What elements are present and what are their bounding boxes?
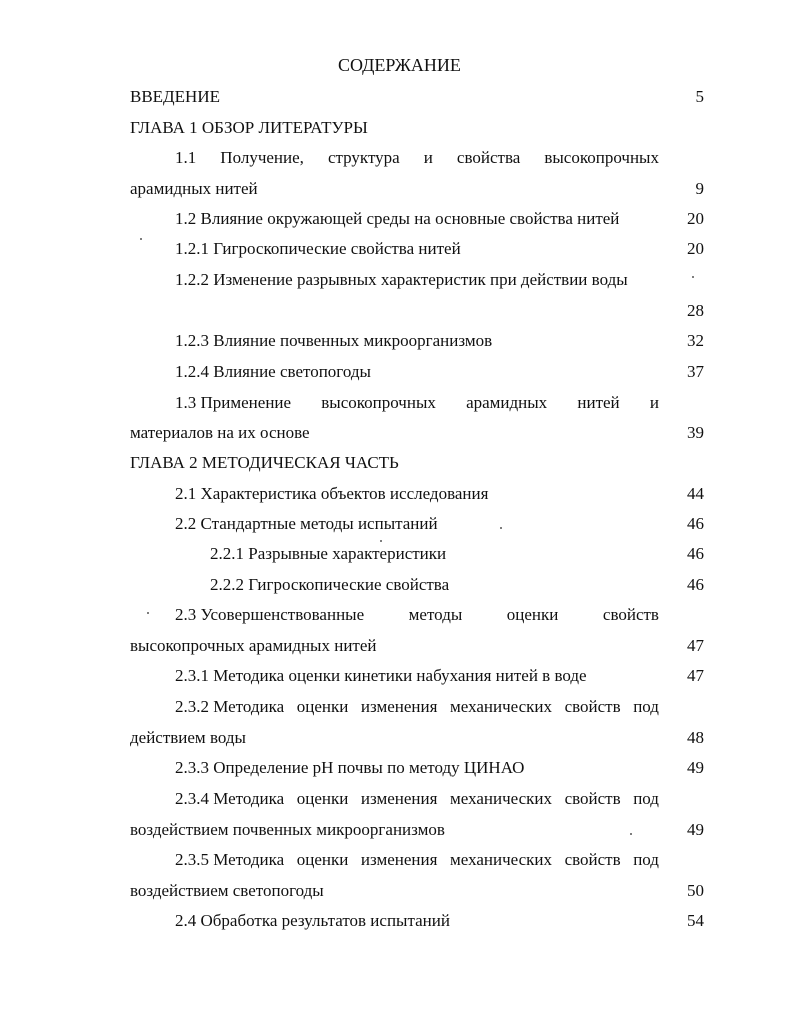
toc-entry-text: [175, 145, 659, 171]
scan-speck: [692, 276, 694, 278]
toc-word: 2.3.5 Методика: [175, 850, 285, 869]
toc-entry-text: 2.2.1 Разрывные характеристики: [210, 544, 447, 563]
toc-page-number: 28: [687, 301, 704, 320]
toc-page-number: 47: [687, 636, 704, 655]
toc-entry: [0, 267, 799, 293]
toc-entry-text: 1.2.2 Изменение разрывных характеристик при действии воды: [175, 270, 628, 289]
toc-entry-text: воздействием почвенных микроорганизмов: [130, 820, 445, 839]
toc-word: механических: [450, 850, 553, 869]
toc-entry-text: 2.4 Обработка результатов испытаний: [175, 911, 450, 930]
toc-entry: [0, 450, 799, 476]
toc-entry-text: материалов на их основе: [130, 423, 310, 442]
toc-word: свойств: [564, 850, 621, 869]
toc-entry-text: ВВЕДЕНИЕ: [130, 87, 220, 106]
toc-word: методы: [408, 605, 463, 624]
toc-word: нитей: [577, 393, 620, 412]
toc-word: под: [633, 850, 659, 869]
toc-entry: [0, 908, 799, 934]
toc-entry: [0, 633, 799, 659]
toc-entry-text: [175, 694, 659, 720]
toc-word: оценки: [296, 850, 349, 869]
toc-entry-text: высокопрочных арамидных нитей: [130, 636, 377, 655]
toc-entry-text: 2.2 Стандартные методы испытаний: [175, 514, 438, 533]
toc-word: свойств: [564, 789, 621, 808]
toc-word: структура: [327, 148, 400, 167]
toc-page-number: 47: [687, 666, 704, 685]
toc-entry: [0, 572, 799, 598]
toc-word: 1.3 Применение: [175, 393, 292, 412]
toc-entry: [0, 878, 799, 904]
toc-entry-text: воздействием светопогоды: [130, 881, 324, 900]
toc-word: высокопрочных: [321, 393, 436, 412]
toc-entry: [0, 145, 799, 171]
toc-entry: [0, 511, 799, 537]
toc-word: 1.1: [175, 148, 197, 167]
toc-entry-text: [175, 786, 659, 812]
toc-entry-text: 1.2.3 Влияние почвенных микроорганизмов: [175, 331, 493, 350]
toc-page-number: 50: [687, 881, 704, 900]
toc-entry: [0, 176, 799, 202]
toc-word: 2.3 Усовершенствованные: [175, 605, 365, 624]
toc-word: под: [633, 789, 659, 808]
toc-page-number: 46: [687, 544, 704, 563]
toc-entry: [0, 298, 799, 324]
toc-page-number: 46: [687, 575, 704, 594]
toc-page-number: 49: [687, 758, 704, 777]
toc-page-number: 54: [687, 911, 704, 930]
toc-entry-text: [175, 602, 659, 628]
toc-entry-text: ГЛАВА 1 ОБЗОР ЛИТЕРАТУРЫ: [130, 118, 368, 137]
toc-page-number: 46: [687, 514, 704, 533]
scan-speck: [380, 540, 382, 542]
toc-entry-text: 2.3.1 Методика оценки кинетики набухания нитей в воде: [175, 666, 587, 685]
toc-word: механических: [450, 789, 553, 808]
toc-entry: [0, 481, 799, 507]
toc-entry: [0, 328, 799, 354]
toc-word: под: [633, 697, 659, 716]
toc-entry-text: 1.2.4 Влияние светопогоды: [175, 362, 371, 381]
toc-page-number: 44: [687, 484, 704, 503]
toc-entry: [0, 847, 799, 873]
toc-entry: [0, 359, 799, 385]
toc-word: изменения: [360, 850, 438, 869]
toc-word: Получение,: [220, 148, 304, 167]
toc-entry: [0, 390, 799, 416]
toc-entry: [0, 84, 799, 110]
toc-entry: [0, 236, 799, 262]
toc-word: оценки: [296, 697, 349, 716]
toc-entry-text: арамидных нитей: [130, 179, 258, 198]
toc-word: и: [649, 393, 659, 412]
toc-entry-text: 1.2.1 Гигроскопические свойства нитей: [175, 239, 461, 258]
toc-word: 2.3.4 Методика: [175, 789, 285, 808]
toc-word: механических: [450, 697, 553, 716]
toc-page-number: 5: [695, 87, 704, 106]
toc-page-number: 49: [687, 820, 704, 839]
toc-word: свойств: [564, 697, 621, 716]
toc-word: изменения: [360, 789, 438, 808]
toc-page-number: 37: [687, 362, 704, 381]
toc-entry: [0, 755, 799, 781]
toc-entry: [0, 115, 799, 141]
toc-entry: [0, 786, 799, 812]
page-title: СОДЕРЖАНИЕ: [338, 55, 461, 75]
toc-page-number: 9: [695, 179, 704, 198]
toc-word: арамидных: [466, 393, 548, 412]
toc-entry: [0, 206, 799, 232]
toc-word: оценки: [506, 605, 559, 624]
toc-entry-text: [175, 390, 659, 416]
toc-page-number: 48: [687, 728, 704, 747]
toc-word: и: [423, 148, 433, 167]
toc-entry: [0, 694, 799, 720]
scan-speck: [630, 833, 632, 835]
toc-entry: [0, 663, 799, 689]
scan-speck: [500, 527, 502, 529]
toc-entry: [0, 817, 799, 843]
toc-entry-text: действием воды: [130, 728, 246, 747]
scan-speck: [147, 612, 149, 614]
toc-page-number: 32: [687, 331, 704, 350]
toc-entry: [0, 541, 799, 567]
toc-page-number: 20: [687, 239, 704, 258]
toc-page-number: 20: [687, 209, 704, 228]
toc-entry-text: 2.3.3 Определение pH почвы по методу ЦИНАО: [175, 758, 525, 777]
toc-word: 2.3.2 Методика: [175, 697, 285, 716]
toc-entry-text: ГЛАВА 2 МЕТОДИЧЕСКАЯ ЧАСТЬ: [130, 453, 399, 472]
toc-entry-text: 2.1 Характеристика объектов исследования: [175, 484, 489, 503]
toc-page-number: 39: [687, 423, 704, 442]
toc-entry: [0, 725, 799, 751]
toc-word: высокопрочных: [544, 148, 659, 167]
toc-entry-text: [175, 847, 659, 873]
toc-word: изменения: [360, 697, 438, 716]
toc-entry-text: 1.2 Влияние окружающей среды на основные свойства нитей: [175, 209, 620, 228]
scan-speck: [140, 238, 142, 240]
toc-word: оценки: [296, 789, 349, 808]
toc-entry-text: 2.2.2 Гигроскопические свойства: [210, 575, 450, 594]
toc-entry: [0, 420, 799, 446]
toc-word: свойств: [602, 605, 659, 624]
toc-word: свойства: [456, 148, 521, 167]
toc-entry: [0, 602, 799, 628]
